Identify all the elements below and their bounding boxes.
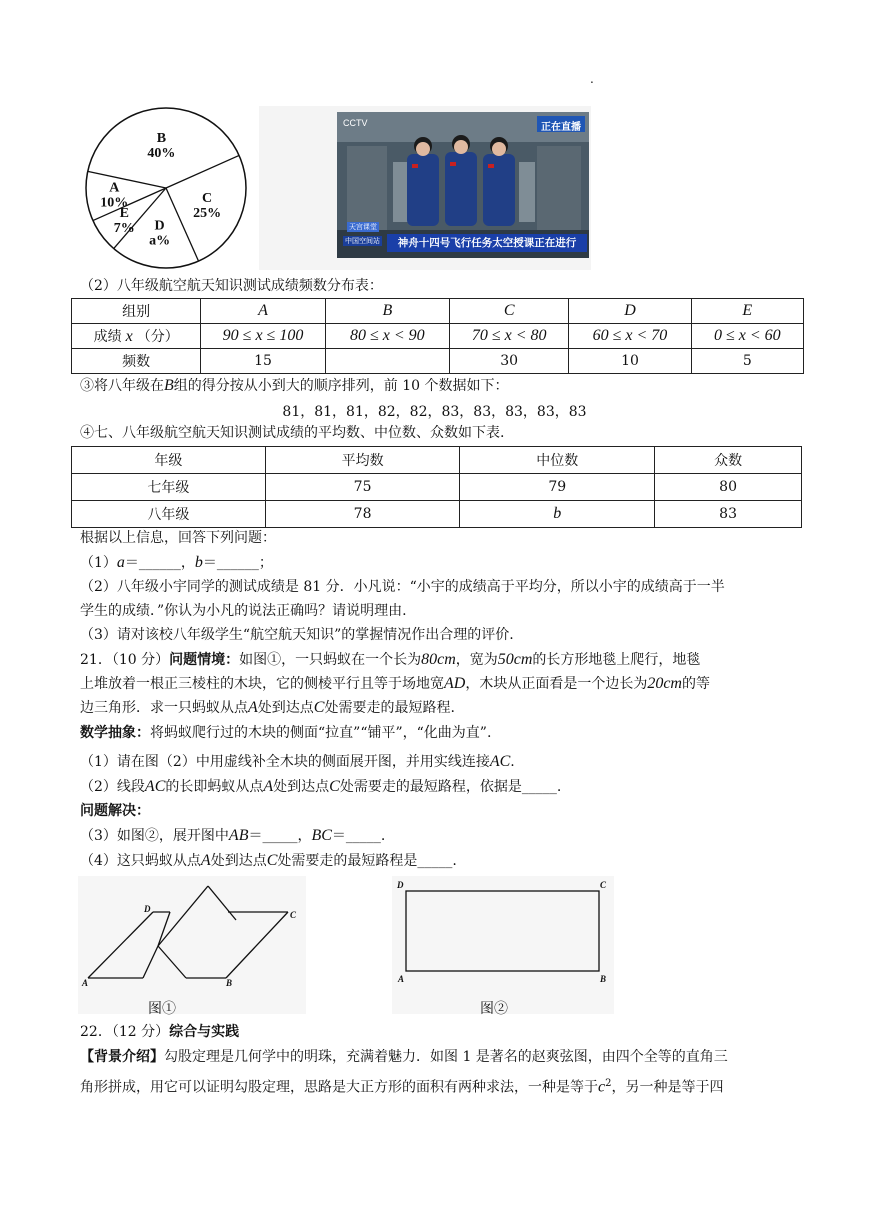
solve-title: 问题解决： bbox=[80, 803, 150, 819]
pie-label-e: E bbox=[119, 206, 129, 222]
q1-a: a bbox=[116, 554, 125, 571]
fig1-label-d: D bbox=[144, 904, 151, 914]
step2-text-d: 处需要走的最短路程，依据是_____. bbox=[339, 779, 562, 795]
fig1-label-b: B bbox=[226, 978, 233, 988]
freq-row-group bbox=[72, 299, 804, 324]
step2-text-b: 的长即蚂蚁从点 bbox=[165, 779, 264, 795]
figure-2-drawing bbox=[392, 876, 614, 991]
grade8-mean: 78 bbox=[265, 501, 460, 528]
p21-step-1 bbox=[80, 752, 515, 772]
p22-line-1 bbox=[80, 1047, 728, 1067]
pie-divider-b bbox=[88, 171, 166, 188]
p21-text-1a: 如图①，一只蚂蚁在一个长为 bbox=[239, 652, 422, 668]
cell-range-d: 60 ≤ x < 70 bbox=[569, 324, 691, 349]
p21-line-2 bbox=[80, 674, 710, 694]
p21-text-2b: ，木块从正面看是一个边长为 bbox=[465, 676, 648, 692]
fig2-label-d: D bbox=[397, 880, 404, 890]
step2-ac: AC bbox=[144, 778, 166, 795]
figure-1-drawing bbox=[78, 876, 306, 991]
grade8-label: 八年级 bbox=[72, 501, 266, 528]
cell-count-d: 10 bbox=[569, 349, 691, 374]
figure-1 bbox=[78, 876, 306, 1017]
score-unit: （分） bbox=[136, 329, 179, 345]
p22-line-2 bbox=[80, 1074, 723, 1098]
cell-group-d: D bbox=[569, 299, 691, 324]
cell-count-header: 频数 bbox=[72, 349, 201, 374]
pie-divider-c bbox=[166, 155, 239, 188]
stats-row-grade7 bbox=[72, 474, 802, 501]
cell-group-a: A bbox=[201, 299, 325, 324]
score-label: 成绩 bbox=[93, 329, 122, 345]
p21-point-a: A bbox=[248, 699, 258, 716]
photo-frame bbox=[259, 106, 591, 270]
abstraction-text: 将蚂蚁爬行过的木块的侧面“拉直”“铺平”，“化曲为直”. bbox=[150, 725, 492, 741]
step4-text-a: （4）这只蚂蚁从点 bbox=[80, 853, 201, 869]
step4-point-c: C bbox=[266, 852, 278, 869]
grade7-mean: 75 bbox=[265, 474, 460, 501]
q1-line bbox=[80, 553, 273, 573]
intro-line: 根据以上信息，回答下列问题： bbox=[80, 530, 276, 546]
p21-length-20: 20cm bbox=[647, 675, 682, 692]
live-badge: 正在直播 bbox=[541, 122, 581, 133]
step3-blank-ab: ＝_____， bbox=[248, 828, 312, 844]
fig1-label-c: C bbox=[290, 910, 297, 920]
cell-group-header: 组别 bbox=[72, 299, 201, 324]
grade7-label: 七年级 bbox=[72, 474, 266, 501]
p21-solve-title bbox=[80, 801, 150, 821]
p21-text-1c: 的长方形地毯上爬行，地毯 bbox=[532, 652, 701, 668]
cell-range-e: 0 ≤ x < 60 bbox=[691, 324, 803, 349]
q2-line-1: （2）八年级小宇同学的测试成绩是 81 分．小凡说：“小宇的成绩高于平均分，所以小宇的成绩高于一半 bbox=[80, 579, 725, 595]
p21-text-2c: 的等 bbox=[681, 676, 710, 692]
figure-2 bbox=[392, 876, 614, 1017]
photo-caption: 神舟十四号飞行任务太空授课正在进行 bbox=[387, 234, 587, 252]
step2-text-a: （2）线段 bbox=[80, 779, 145, 795]
item-3-group: B bbox=[164, 377, 174, 394]
cctv-logo: CCTV bbox=[343, 118, 368, 128]
cell-group-e: E bbox=[691, 299, 803, 324]
caption-small-1: 天宫课堂 bbox=[349, 223, 377, 231]
p21-text-3b: 处到达点 bbox=[257, 700, 314, 716]
fig2-rectangle bbox=[406, 891, 599, 971]
stats-header-row bbox=[72, 447, 802, 474]
q1-blank-a: ＝______， bbox=[124, 555, 195, 571]
top-dot: . bbox=[590, 72, 594, 86]
pie-label-a: A bbox=[109, 180, 120, 196]
freq-row-count bbox=[72, 349, 804, 374]
step1-ac: AC bbox=[489, 753, 511, 770]
p22-text-2b: ，另一种是等于四 bbox=[611, 1079, 724, 1096]
q1-prefix: （1） bbox=[80, 555, 117, 571]
p21-text-3c: 处需要走的最短路程. bbox=[324, 700, 455, 716]
p21-line-3 bbox=[80, 698, 455, 718]
p21-ad: AD bbox=[444, 675, 466, 692]
pie-pct-e: 7% bbox=[113, 221, 135, 237]
stats-header-median: 中位数 bbox=[460, 447, 655, 474]
freq-row-range bbox=[72, 324, 804, 349]
grade7-mode: 80 bbox=[655, 474, 802, 501]
stats-row-grade8 bbox=[72, 501, 802, 528]
pie-pct-a: 10% bbox=[100, 195, 129, 211]
cell-score-header: 成绩 x （分） bbox=[72, 324, 201, 349]
grade8-median: b bbox=[460, 501, 655, 528]
cell-count-a: 15 bbox=[201, 349, 325, 374]
step3-text-a: （3）如图②，展开图中 bbox=[80, 828, 229, 844]
pie-label-b: B bbox=[156, 131, 167, 147]
item-3-text: ③将八年级在 bbox=[80, 378, 164, 394]
p22-text-2a: 角形拼成，用它可以证明勾股定理，思路是大正方形的面积有两种求法，一种是等于 bbox=[80, 1079, 598, 1096]
fig2-label-c: C bbox=[600, 880, 607, 890]
item-3 bbox=[80, 376, 509, 396]
grade8-mode: 83 bbox=[655, 501, 802, 528]
fig2-label-b: B bbox=[600, 974, 607, 984]
p21-text-3a: 边三角形．求一只蚂蚁从点 bbox=[80, 700, 248, 716]
pie-pct-b: 40% bbox=[147, 146, 176, 162]
fig1-label-a: A bbox=[82, 978, 89, 988]
step3-ab: AB bbox=[228, 827, 249, 844]
p22-heading bbox=[80, 1022, 239, 1042]
cell-range-b: 80 ≤ x < 90 bbox=[325, 324, 449, 349]
pie-chart bbox=[82, 102, 254, 272]
step2-point-a: A bbox=[263, 778, 274, 795]
figure-2-caption: 图② bbox=[480, 1001, 508, 1017]
abstraction-title: 数学抽象： bbox=[80, 725, 150, 741]
p21-step-2 bbox=[80, 777, 561, 797]
space-station-photo bbox=[337, 112, 589, 258]
p21-line-1 bbox=[80, 650, 700, 670]
stats-header-mean: 平均数 bbox=[265, 447, 460, 474]
q1-b: b bbox=[194, 554, 203, 571]
p21-length-80: 80cm bbox=[421, 651, 456, 668]
p21-length-50: 50cm bbox=[497, 651, 533, 668]
frequency-table bbox=[71, 298, 804, 374]
p22-number: 22．（12 分） bbox=[80, 1024, 170, 1040]
pie-divider-d bbox=[166, 188, 199, 261]
p21-number: 21．（10 分） bbox=[80, 652, 170, 668]
grade7-median: 79 bbox=[460, 474, 655, 501]
p21-text-2a: 上堆放着一根正三棱柱的木块，它的侧棱平行且等于场地宽 bbox=[80, 676, 444, 692]
step1-text: （1）请在图（2）中用虚线补全木块的侧面展开图，并用实线连接 bbox=[80, 754, 490, 770]
p21-text-1b: ，宽为 bbox=[455, 652, 498, 668]
pie-pct-d: a% bbox=[149, 233, 171, 249]
p22-c: c bbox=[598, 1078, 606, 1096]
q2-line-2: 学生的成绩．”你认为小凡的说法正确吗？请说明理由. bbox=[80, 603, 407, 619]
p22-title: 综合与实践 bbox=[169, 1024, 240, 1040]
cell-group-b: B bbox=[325, 299, 449, 324]
p21-step-4 bbox=[80, 851, 457, 871]
p21-point-c: C bbox=[313, 699, 325, 716]
caption-small-2: 中国空间站 bbox=[345, 237, 380, 245]
q3-line: （3）请对该校八年级学生“航空航天知识”的掌握情况作出合理的评价. bbox=[80, 627, 514, 643]
pie-label-d: D bbox=[154, 218, 165, 234]
step1-end: . bbox=[510, 754, 515, 770]
step2-point-c: C bbox=[329, 778, 340, 795]
step4-point-a: A bbox=[200, 852, 211, 869]
fig2-label-a: A bbox=[398, 974, 405, 984]
step2-text-c: 处到达点 bbox=[273, 779, 330, 795]
cell-group-c: C bbox=[450, 299, 569, 324]
step3-blank-bc: ＝_____. bbox=[331, 828, 386, 844]
item-3-rest: 组的得分按从小到大的顺序排列，前 10 个数据如下： bbox=[173, 378, 509, 394]
p22-exponent: 2 bbox=[605, 1078, 612, 1089]
p21-title: 问题情境： bbox=[169, 652, 240, 668]
cell-count-c: 30 bbox=[450, 349, 569, 374]
cell-range-a: 90 ≤ x ≤ 100 bbox=[201, 324, 325, 349]
stats-header-mode: 众数 bbox=[655, 447, 802, 474]
item-4: ④七、八年级航空航天知识测试成绩的平均数、中位数、众数如下表. bbox=[80, 425, 505, 441]
stats-table bbox=[71, 446, 802, 528]
p21-abstraction bbox=[80, 723, 491, 743]
stats-header-grade: 年级 bbox=[72, 447, 266, 474]
cell-count-e: 5 bbox=[691, 349, 803, 374]
q2-heading: （2）八年级航空航天知识测试成绩频数分布表： bbox=[80, 278, 383, 294]
data-line: 81，81，81，82，82，83，83，83，83，83 bbox=[282, 404, 587, 420]
cell-count-b bbox=[325, 349, 449, 374]
p22-background-title: 【背景介绍】 bbox=[80, 1049, 164, 1065]
p22-text-1: 勾股定理是几何学中的明珠，充满着魅力．如图 1 是著名的赵爽弦图，由四个全等的直角三 bbox=[164, 1049, 728, 1065]
pie-pct-c: 25% bbox=[193, 205, 222, 221]
pie-label-c: C bbox=[202, 190, 213, 206]
p21-step-3 bbox=[80, 826, 385, 846]
cell-range-c: 70 ≤ x < 80 bbox=[450, 324, 569, 349]
step3-bc: BC bbox=[311, 827, 332, 844]
figure-1-caption: 图① bbox=[148, 1001, 176, 1017]
q1-blank-b: ＝______； bbox=[202, 555, 273, 571]
step4-text-b: 处到达点 bbox=[210, 853, 267, 869]
step4-text-c: 处需要走的最短路程是_____. bbox=[277, 853, 457, 869]
